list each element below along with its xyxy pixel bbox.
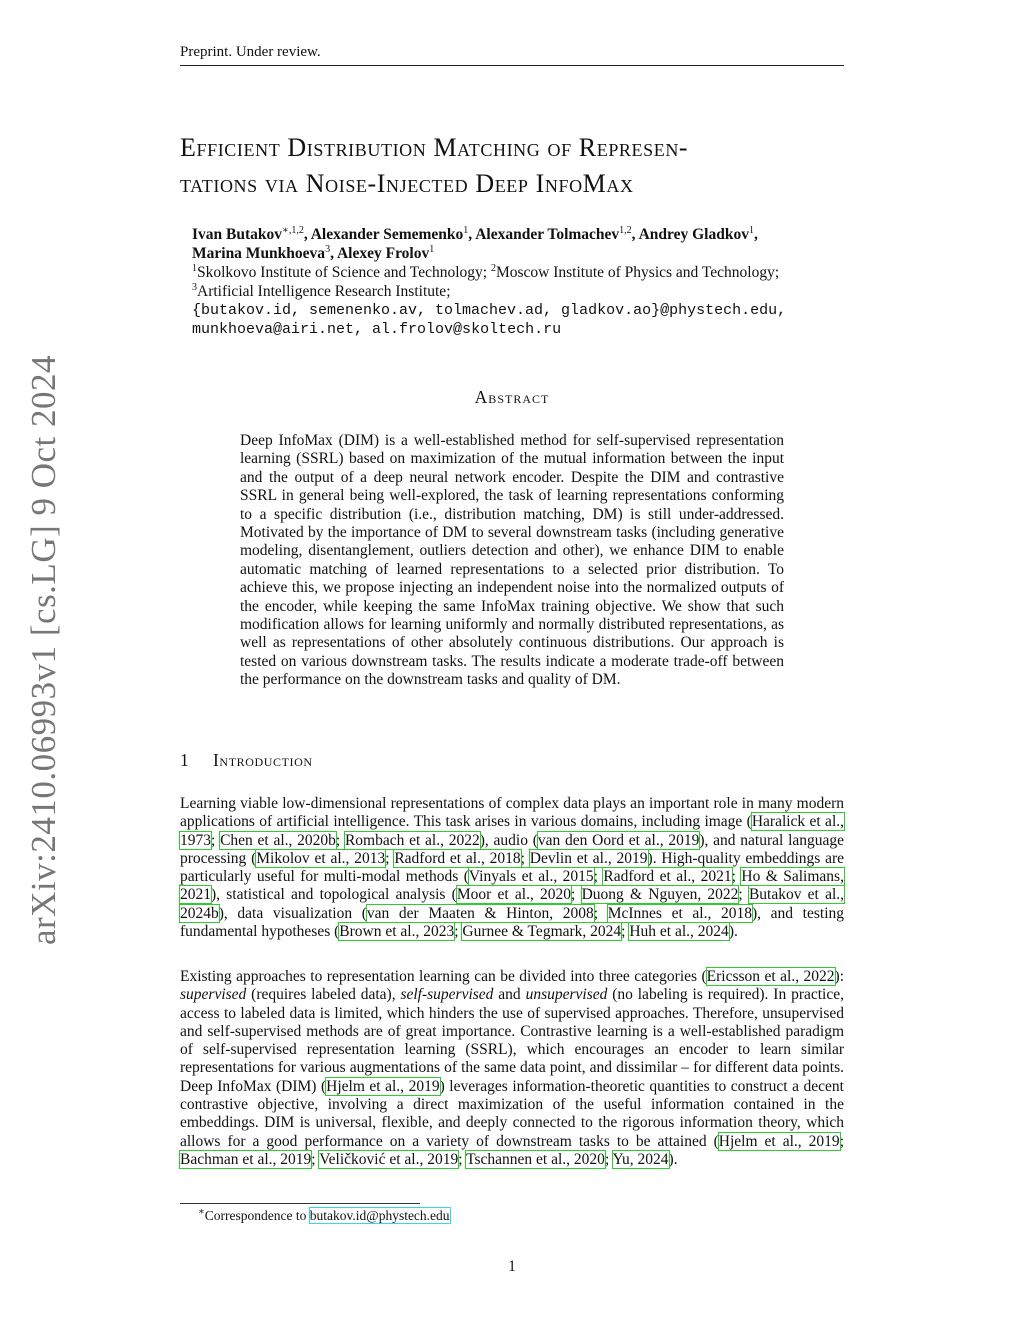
text-run: Existing approaches to representation learning can be divided into three categories ( [180,968,707,985]
text-run: ; [520,849,530,867]
footnote-text: Correspondence to [204,1208,310,1223]
email-line-1: {butakov.id, semenenko.av, tolmachev.ad, gladkov.ao}@phystech.edu, [192,302,787,319]
citation-link[interactable]: Tschannen et al., 2020 [466,1150,605,1168]
citation-link[interactable]: McInnes et al., 2018 [607,904,752,922]
author-line-1 [192,225,852,244]
text-run: ). [728,923,738,941]
author-block [192,225,852,339]
title-line-2: tations via Noise-Injected Deep InfoMax [180,169,634,198]
author-name: Marina Munkhoeva [192,245,326,262]
author-affil: ∗,1,2 [282,224,304,236]
text-run: ; [738,886,749,904]
affil-mark: 3 [192,281,197,293]
affil-mark: 1 [192,262,197,274]
footnote-mark: ∗ [198,1206,205,1218]
citation-link[interactable]: Butakov et al., 2024b [180,886,845,922]
text-run: ; [593,868,604,886]
email-line-2 [192,320,852,339]
text-run: ) leverages information-theoretic quantities to construct a decent contrastive objective, involving a direct maximization of the useful information contained in the embeddings. DIM is universal, flexible, and deeply connected to the rigorous information theory, which allows for a good performance on a variety of downstream tasks to be attained ( [180,1077,844,1150]
author-name: Alexander Tolmachev [475,226,620,243]
text-run: ), data visualization ( [218,904,367,922]
email-address: munkhoeva@airi.net, [192,321,364,338]
text-run: ; [311,1150,320,1168]
text-run: ; [454,923,463,941]
text-run: ; [458,1150,467,1168]
citation-link[interactable]: Duong & Nguyen, 2022 [581,886,739,904]
email-address: al.frolov@skoltech.ru [372,321,562,338]
text-run: ; [839,1132,844,1150]
footnote [198,1208,450,1224]
author-affil: 1 [429,243,435,255]
footnote-rule [180,1203,420,1204]
text-run: ), and natural language processing ( [180,831,845,867]
abstract-text: Deep InfoMax (DIM) is a well-established method for self-supervised representation learning (SSRL) based on maximization of the mutual information between the input and the output of a deep neural network encoder. Despite the DIM and contrastive SSRL in general being well-explored, the task of learning representations conforming to a specific distribution (i.e., distribution matching, DM) is still under-addressed. Motivated by the importance of DM to several downstream tasks (including generative modeling, disentanglement, outliers detection and other), we enhance DIM to enable automatic matching of learned representations to a selected prior distribution. To achieve this, we propose injecting an independent noise into the normalized outputs of the encoder, while keeping the same InfoMax training objective. We show that such modification allows for learning uniformly and normally distributed representations, as well as representations of other absolutely continuous distributions. Our approach is tested on various downstream tasks. The results indicate a moderate trade-off between the performance on the downstream tasks and quality of DM. [240,432,784,689]
title-line-1: Efficient Distribution Matching of Represen- [180,133,689,162]
author-name: Andrey Gladkov [638,226,749,243]
citation-link[interactable]: Huh et al., 2024 [629,923,729,941]
citation-link[interactable]: van den Oord et al., 2019 [537,831,700,849]
text-run: ; [621,923,630,941]
text-run: Learning viable low-dimensional representations of complex data plays an important role in many modern applications of artificial intelligence. This task arises in various domains, including image ( [180,795,844,831]
citation-link[interactable]: Ho & Salimans, 2021 [180,868,844,904]
citation-link[interactable]: Veličković et al., 2019 [319,1150,459,1168]
emphasis: supervised [180,986,247,1004]
header-rule [180,65,844,66]
author-affil: 3 [325,243,331,255]
text-run: ). High-quality embeddings are particularly useful for multi-modal methods ( [180,849,845,886]
citation-link[interactable]: Rombach et al., 2022 [344,831,480,849]
affiliation-line-1 [192,263,852,282]
text-run: ), audio ( [479,831,538,849]
emphasis: self-supervised [400,986,494,1004]
citation-link[interactable]: Ericsson et al., 2022 [706,968,835,985]
text-run: ; [335,831,345,849]
author-sep: , [303,226,311,243]
text-run: ; [593,904,608,922]
correspondence-email-link[interactable]: butakov.id@phystech.edu [309,1208,450,1223]
text-run: (requires labeled data), [246,986,401,1004]
emphasis: unsupervised [525,986,608,1004]
author-line-2 [192,244,852,263]
section-number: 1 [180,750,190,770]
text-run: ; [571,886,582,904]
text-run: ; [604,1150,613,1168]
citation-link[interactable]: Radford et al., 2018 [394,849,521,867]
author-sep: , [631,226,639,243]
affiliation-line-2 [192,282,852,301]
author-sep: , [753,226,758,243]
author-name: Ivan Butakov [192,226,283,243]
affiliation: Moscow Institute of Physics and Technology; [495,264,780,281]
text-run: ; [731,868,742,886]
author-sep: , [468,226,476,243]
paper-title [180,130,850,202]
citation-link[interactable]: Brown et al., 2023 [339,923,455,941]
citation-link[interactable]: Haralick et al., 1973 [180,813,844,849]
text-run: ; [211,831,221,849]
citation-link[interactable]: Hjelm et al., 2019 [326,1077,440,1095]
affiliation: Skolkovo Institute of Science and Technology; [197,264,491,281]
text-run: ; [385,849,395,867]
text-run: ), and testing fundamental hypotheses ( [180,904,844,941]
preprint-note: Preprint. Under review. [180,44,321,60]
author-affil: 1 [748,224,754,236]
author-affil: 1,2 [619,224,632,236]
author-name: Alexey Frolov [336,245,430,262]
author-affil: 1 [463,224,469,236]
citation-link[interactable]: van der Maaten & Hinton, 2008 [366,904,594,922]
citation-link[interactable]: Moor et al., 2020 [456,886,572,904]
abstract-heading: Abstract [474,387,550,407]
citation-link[interactable]: Vinyals et al., 2015 [468,868,594,886]
citation-link[interactable]: Mikolov et al., 2013 [256,849,386,867]
citation-link[interactable]: Gurnee & Tegmark, 2024 [462,923,622,941]
text-run: ): [834,968,844,985]
text-run: (no labeling is required). In practice, access to labeled data is limited, which hinders the use of supervised approaches. Therefore, unsupervised and self-supervised methods are of great importance. Contrastive learning is a well-established paradigm of self-supervised representation learning (SSRL), which encourages an encoder to learn similar representations for various augmentations of the same data point, and dissimilar – for different data points. Deep InfoMax (DIM) ( [180,986,844,1095]
section-title: Introduction [213,750,313,770]
citation-link[interactable]: Devlin et al., 2019 [529,849,648,867]
intro-paragraph-1 [180,795,844,941]
author-name: Alexander Sememenko [310,226,464,243]
citation-link[interactable]: Chen et al., 2020b [220,831,336,849]
affil-mark: 2 [490,262,496,274]
citation-link[interactable]: Bachman et al., 2019 [180,1150,312,1168]
citation-link[interactable]: Radford et al., 2021 [603,868,732,886]
citation-link[interactable]: Hjelm et al., 2019 [718,1132,840,1150]
author-sep: , [330,245,337,262]
section-heading-introduction [180,750,313,771]
citation-link[interactable]: Yu, 2024 [612,1150,669,1168]
intro-paragraph-2 [180,968,844,1169]
text-run: and [493,986,526,1004]
page-number: 1 [508,1258,516,1275]
arxiv-id-text: arXiv:2410.06993v1 [cs.LG] 9 Oct 2024 [24,354,63,946]
affiliation: Artificial Intelligence Research Institute; [197,283,451,300]
text-run: ), statistical and topological analysis ( [211,886,457,904]
text-run: ). [668,1150,678,1168]
